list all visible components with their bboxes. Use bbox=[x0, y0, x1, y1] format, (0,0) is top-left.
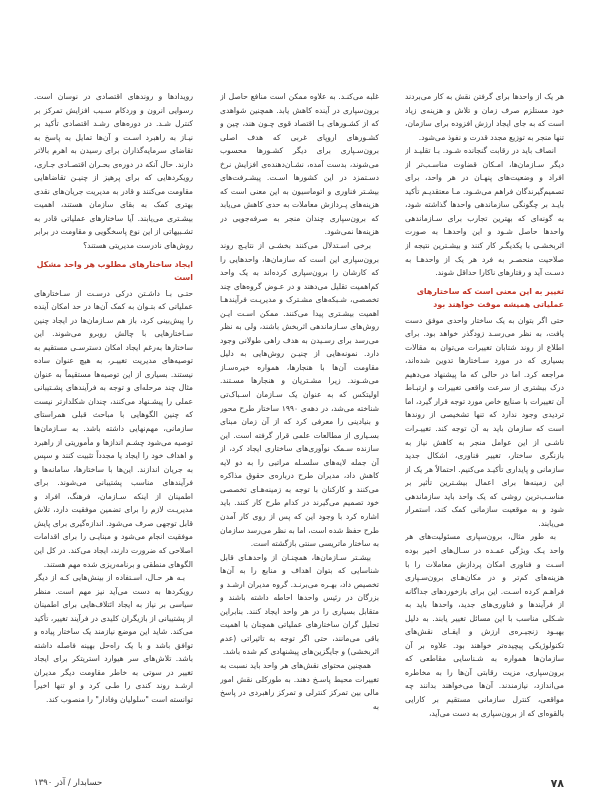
paragraph: بیشـتر سـازمان‌ها، همچنـان از واحدهـای قابل شناسایی که بتوان اهداف و منابع را به آن‌ها تخصیص داد، بهـره می‌برنـد. گروه مدیران ارشـد و بزرگان در رئیس واحدها احاطه داشته باشند و متقابل بسیاری را در هر واحد ایجاد کنند. بنابراین تحلیل گران ساختارهای عملیاتی همچنان با اهمیت باقی می‌مانند، حتی اگر توجه به تاثیراتی (عدم اثربخشی) و جایگزین‌های پیشنهادی کم شده باشد. bbox=[220, 552, 379, 657]
section-heading: ایجاد ساختارهای مطلوب هر واحد مشکل است bbox=[36, 259, 193, 283]
page-footer bbox=[34, 777, 564, 793]
paragraph: انصاف باید در رقابت گنجانده شـود. بـا تقلیـد از دیگر سـازمان‌ها، امـکان قضاوت مناسـب‌تر از افراد و وضعیت‌های پنهـان در هر واحد، برای تصمیم‌گیرندگان فراهم می‌شـود. مـا معتقدیـم تأکید بایـد بر چگونگی سازماندهی واحدها گذاشته شود، به گونه‌ای که بهترین تجارب برای سـازماندهی واحدها حاصل شـود و این واحدهـا به صورت اثربخشـی با یکدیگـر کار کنند و بیشـترین نتیجه از صلاحیت منحصـر به فرد هر یک از واحدهـا به دسـت آید و رفتارهای ناکارا حداقل شوند. bbox=[405, 146, 564, 278]
text-column-middle bbox=[220, 90, 379, 765]
paragraph: حتی اگر بتوان به یک ساختار واحدی موفق دست یافت، به نظر می‌رسـد زودگذر خواهد بود. برای اطلاع از روند شتابان تغییرات می‌توان به مقالات بسیاری که در مورد سـاختار‌ها تدوین شده‌اند، مراجعه کرد. اما در حالی که ما پیشنهاد می‌دهیم درک بیشتری از سرعت واقعی تغییرات و ارتبـاط آن تغییرات با صنایع خاص مورد توجه قرار گیرد، اما تردیدی وجود ندارد که تنها تشخیصی از روندها است که سازمان باید به آن توجه کند. تغییـرات ناشـی از این عوامل منجر به کاهش نیاز به بازنگری ساختار، تغییر فناوری، اشکال جدید سازمانی و پایداری تأکیـد می‌کنیم. احتمالاً هر یک از این زمینه‌ها برای اعمال بیشـترین تأثیر بر مناسـب‌ترین روشی که یک واحد باید سازماندهی شود و به موقعیت سازمانی کمک کند، استمرار می‌یابند. bbox=[405, 315, 564, 528]
paragraph: برخی اسـتدلال می‌کنند بخشـی از نتایـج روند برون‌سپاری این است که سازمان‌ها، واحدهایی را که کارشان را برون‌سپاری کرده‌اند به یک واحد کم‌اهمیت تقلیل می‌دهند و در عـوض گروه‌های چند تخصصی، شـبکه‌های مشـترک و مدیریـت فرآیندهـا اهمیت بیشـتری پیدا می‌کنند. ممکن اسـت ایـن روش‌های سـازماندهی اثربخش باشند، ولی به نظر می‌رسد برای رسـیدن به هدف راهی طولانی وجود دارد. نمونه‌هایی از چنیـن روش‌هایی به دلیل مقاومت آن‌ها با هنجارها، همواره خیره‌سـاز می‌شـوند. زیرا مشـتریان و هنجارها مسـتند. اولیتکس که به عنوان یک سـازمان اسـباک‌تی شناخته می‌شد، در دهه‌ی ۱۹۹۰ ساختار طرح محور و بنیادینی را معرفی کرد که از آن زمان مبنای بسـیاری از مطالعات علمی قرار گرفته است. این سازنده سـمک نوآوری‌های ساختاری ایجاد کرد، از آن جمله لایه‌های سلسـله مراتبی را به دو لایه کاهش داد، مدیران طرح درباره‌ی حقوق مذاکره می‌کنند و کارکنان با توجه به زمینه‌هـای تخصصی خود تصمیم می‌گیرند در کدام طرح کار کنند. باید اشاره کرد با وجود این که پس از روی کار آمدن طرح حفظ شده است، اما به نظر می‌رسد سازمان به ساختار ماتریسی سنتی بازگشته است. bbox=[220, 241, 379, 549]
paragraph: بـه هر حـال، اسـتفاده از بینش‌هایی کـه از دیگر رویکردها به دست می‌آید نیز مهم است. منظر سیاسی بر نیاز به ایجاد ائتلاف‌هایی برای اطمینان از پشتیبانی از بازیگران کلیدی در فرآیند تغییر، تأکید می‌کند. شاید این موضع نیازمند یک ساختار پیاده و توافق باشد و با یک راه‌حل بهینه فاصله داشته باشد. تلاش‌های سر هیوارد استریتکر برای ایجاد تغییر در سوتی به خاطر مقاومت دیگر مدیران ارشـد روند کندی را طـی کرد و او تنها اخیراً توانسته است "سلولیان وفادار" را منصوب کند. bbox=[34, 573, 193, 704]
text-column-left bbox=[34, 90, 193, 765]
issue-label: حسابدار / آذر ۱۳۹۰ bbox=[34, 778, 103, 788]
text-column-right bbox=[405, 90, 564, 765]
section-heading: تغییر به این معنی است که ساختارهای عملیاتی همیشه موقت خواهند بود bbox=[416, 286, 564, 310]
paragraph: هر یک از واحدها برای گرفتن نقش به کار می‌بردند خود مستلزم صرف زمان و تلاش و هزینه‌ی زیاد است که به جای ایجاد ارزش افزوده برای سازمان، تنها منجر به توزیع مجدد قدرت و نفوذ می‌شود. bbox=[405, 92, 564, 142]
paragraph: رویدادها و روندهای اقتصادی در نوسان است. رسوایی انرون و وردکام سـبب افزایش تمرکز بر کنترل شـد. در دوره‌های رشـد اقتصادی تأکید بر نیـاز به راهبرد اسـت و آن‌ها تمایل به پاسخ به تقاضای سرمایه‌گذاران برای رسیدن به اهرم بالاتر دارند. حال آنکه در دوره‌ی بحـران اقتصـادی جـاری، رویکردهایی که برای پرهیز از چنیـن تقاضاهایی مقاومت می‌کنند و قادر به مدیریت جریان‌های نقدی بهتری کمک به بقای سازمان هستند، اهمیت بیشـتری می‌یابند. آیا ساختارهای عملیاتی قادر به تشـبیهاتی از این نوع پاسخگویی و مقاومت در برابر روش‌های نادرست مدیریتی هستند؟ bbox=[34, 92, 193, 251]
paragraph: غلبه می‌کنـد. به علاوه ممکن است منافع حاصل از برون‌سپاری در آینده کاهش یابد. همچنین شواهدی که از کشـورهای بـا اقتصاد قوی چـون هند، چین و کشـورهای اروپای غربی که هدف اصلی برون‌سـپاری برای دیگر کشـورها محسوب می‌شوند، بدست آمده، نشـان‌دهنده‌ی افزایش نرخ دسـتمزد در این کشورها اسـت. پیشـرفت‌های بیشـتر فناوری و اتوماسیون به این معنی است که هزینه‌های پـردازش معاملات به حدی کاهش می‌یابد که برون‌سپاری چندان منجر به صرفه‌جویی در هزینه‌ها نمی‌شود. bbox=[220, 92, 379, 237]
page-number: ۷۸ bbox=[550, 777, 564, 790]
paragraph: به طور مثال، برون‌سپاری مسئولیت‌های هر واحد یـک ویژگی عمـده در سـال‌های اخیر بوده اسـت و فناوری امکان پردازش معاملات را با هزینه‌های کم‌تر و در مکان‌هـای برون‌سـپاری فراهـم کرده اسـت. این برای بازخوردهای جداگانه از فرآیندها و فناوری‌های جدید، واحدها باید به شـکلی مناسب با این مسائل تغییر یابند. به دلیل بهبـود زنجیـره‌ی ارزش و ایفـای نقش‌های تکنولوژیکی پیچیده‌تر خواهند بود. علاوه بر آن سازمان‌ها همواره به شـناسایی مقاطعی که برون‌سپاری، مزیت رقابتی آن‌ها را به مخاطره می‌اندازد، نیازمندند. آن‌ها می‌خواهند بدانند چه مواقعی، کنترل سازمانی مستقیم بر کارایی بالقوه‌ای که از برون‌سپاری به دست می‌آید، bbox=[405, 532, 564, 718]
paragraph: حتـی بـا داشـتن درکی درسـت از سـاختارهای عملیاتی که بتـوان به کمک آن‌ها در حد امکان آینده را پیش‌بینی کرد، باز هم سـازمان‌ها در ایجاد چنین سـاختارهایی با چالش روبرو می‌شوند. این ساختارها به‌رغم ایجاد امکان دسترسـی مستقیم به توصیه‌های مدیریت تغییـر، به هیچ عنوان ساده نیستند. بسیاری از این توصیه‌ها مستقیماً به عنوان مثال چند مرحله‌ای و توجه به فرآیندهای پشـتیبانی عملی را پیشـنهاد می‌کنند، چندان شکلدارتر نیست که چنین الگوهایی با مباحث قبلی همراستای سازمانی، مهم‌نهایی داشته باشد. به سـازمان‌ها توصیه می‌شود چشـم اندازها و مأموریتی از راهبرد و اهداف خود را ایجاد یا مجدداً تثبیت کنند و سپس به جریان اندازند. این‌ها با ساختارها، سامانه‌ها و فرآیندهای مناسب پشتیبانی می‌شوند. برای اطمینان از اینکه سـازمان، فرهنگ، افراد و مدیریـت لازم را برای تضمین موفقیت دارد، تلاش قابل توجهی صرف می‌شود. اندازه‌گیری برای پایش موفقیت انجام می‌شود و مبنایـی را برای اقدامات اصلاحی که ضرورت دارند، ایجاد می‌کند. در کل این الگوهای منطقی و برنامه‌ریزی شده مهم هستند. bbox=[34, 288, 193, 569]
paragraph: همچنین محتوای نقش‌های هر واحد باید نسبت به تغییرات محیط پاسـخ دهند. به طورکلی نقش امور مالی بین تمرکز کنترلی و تمرکز راهبردی در پاسخ به bbox=[220, 660, 379, 711]
